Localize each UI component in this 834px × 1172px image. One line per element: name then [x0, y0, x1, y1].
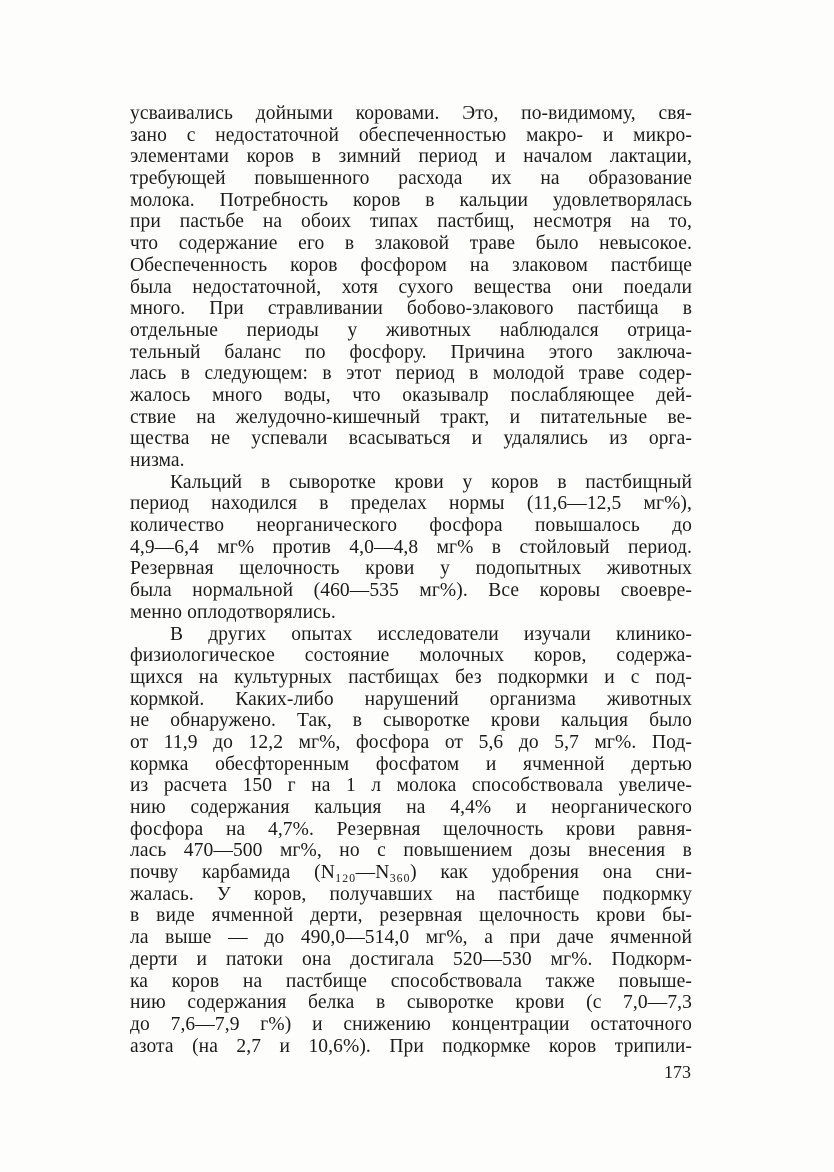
- text-line: до 7,6—7,9 г%) и снижению концентрации остаточного: [130, 1013, 692, 1035]
- text-line: ка коров на пастбище способствовала также повыше-: [130, 970, 692, 992]
- text-line: в виде ячменной дерти, резервная щелочность крови бы-: [130, 905, 692, 927]
- text-line: была недостаточной, хотя сухого вещества они поедали: [130, 276, 692, 298]
- paragraph-end-line: низма.: [130, 450, 185, 471]
- text-line: количество неорганического фосфора повышалось до: [130, 515, 692, 537]
- text-line: 4,9—6,4 мг% против 4,0—4,8 мг% в стойловый период.: [130, 536, 692, 558]
- text-line: фосфора на 4,7%. Резервная щелочность крови равня-: [130, 818, 692, 840]
- text-line: ствие на желудочно-кишечный тракт, и питательные ве-: [130, 406, 692, 428]
- text-line: лась 470—500 мг%, но с повышением дозы внесения в: [130, 840, 692, 862]
- text-line: что содержание его в злаковой траве было невысокое.: [130, 233, 692, 255]
- text-line: при пастьбе на обоих типах пастбищ, несмотря на то,: [130, 211, 692, 233]
- text-line: лась в следующем: в этот период в молодой траве содер-: [130, 363, 692, 385]
- text-line: почву карбамида (N₁₂₀—N₃₆₀) как удобрения она сни-: [130, 862, 692, 884]
- text-line: много. При стравливании бобово-злакового пастбища в: [130, 298, 692, 320]
- text-line: дерти и патоки она достигала 520—530 мг%. Подкорм-: [130, 948, 692, 970]
- text-line: молока. Потребность коров в кальции удовлетворялась: [130, 189, 692, 211]
- body-text: [130, 103, 692, 1057]
- text-line: жалось много воды, что оказывалр послабляющее дей-: [130, 384, 692, 406]
- text-line: щихся на культурных пастбищах без подкормки и с под-: [130, 666, 692, 688]
- text-line: Резервная щелочность крови у подопытных животных: [130, 558, 692, 580]
- text-line: щества не успевали всасываться и удалялись из орга-: [130, 428, 692, 450]
- text-line: ла выше — до 490,0—514,0 мг%, а при даче ячменной: [130, 927, 692, 949]
- text-line: азота (на 2,7 и 10,6%). При подкормке коров трипили-: [130, 1035, 692, 1057]
- text-line: кормкой. Каких-либо нарушений организма животных: [130, 688, 692, 710]
- text-line: период находился в пределах нормы (11,6—12,5 мг%),: [130, 493, 692, 515]
- page-number: 173: [664, 1062, 691, 1082]
- text-line: из расчета 150 г на 1 л молока способствовала увеличе-: [130, 775, 692, 797]
- text-line: была нормальной (460—535 мг%). Все коровы своевре-: [130, 580, 692, 602]
- text-line: нию содержания кальция на 4,4% и неорганического: [130, 797, 692, 818]
- text-line: кормка обесфторенным фосфатом и ячменной дертью: [130, 753, 692, 775]
- text-line: от 11,9 до 12,2 мг%, фосфора от 5,6 до 5,7 мг%. Под-: [130, 731, 692, 753]
- text-line: усваивались дойными коровами. Это, по-видимому, свя-: [130, 103, 692, 124]
- paragraph-first-line: Кальций в сыворотке крови у коров в пастбищный: [170, 471, 692, 493]
- text-line: тельный баланс по фосфору. Причина этого заключа-: [130, 341, 692, 363]
- text-line: нию содержания белка в сыворотке крови (с 7,0—7,3: [130, 992, 692, 1014]
- text-line: элементами коров в зимний период и началом лактации,: [130, 146, 692, 168]
- text-line: жалась. У коров, получавших на пастбище подкормку: [130, 883, 692, 905]
- text-line: не обнаружено. Так, в сыворотке крови кальция было: [130, 710, 692, 732]
- text-line: Обеспеченность коров фосфором на злаковом пастбище: [130, 254, 692, 276]
- paragraph-end-line: менно оплодотворялись.: [130, 601, 336, 623]
- text-line: физиологическое состояние молочных коров, содержа-: [130, 645, 692, 667]
- text-line: зано с недостаточной обеспеченностью макро- и микро-: [130, 124, 692, 146]
- text-line: отдельные периоды у животных наблюдался отрица-: [130, 319, 692, 341]
- paragraph-first-line: В других опытах исследователи изучали клинико-: [170, 623, 692, 645]
- text-line: требующей повышенного расхода их на образование: [130, 168, 692, 190]
